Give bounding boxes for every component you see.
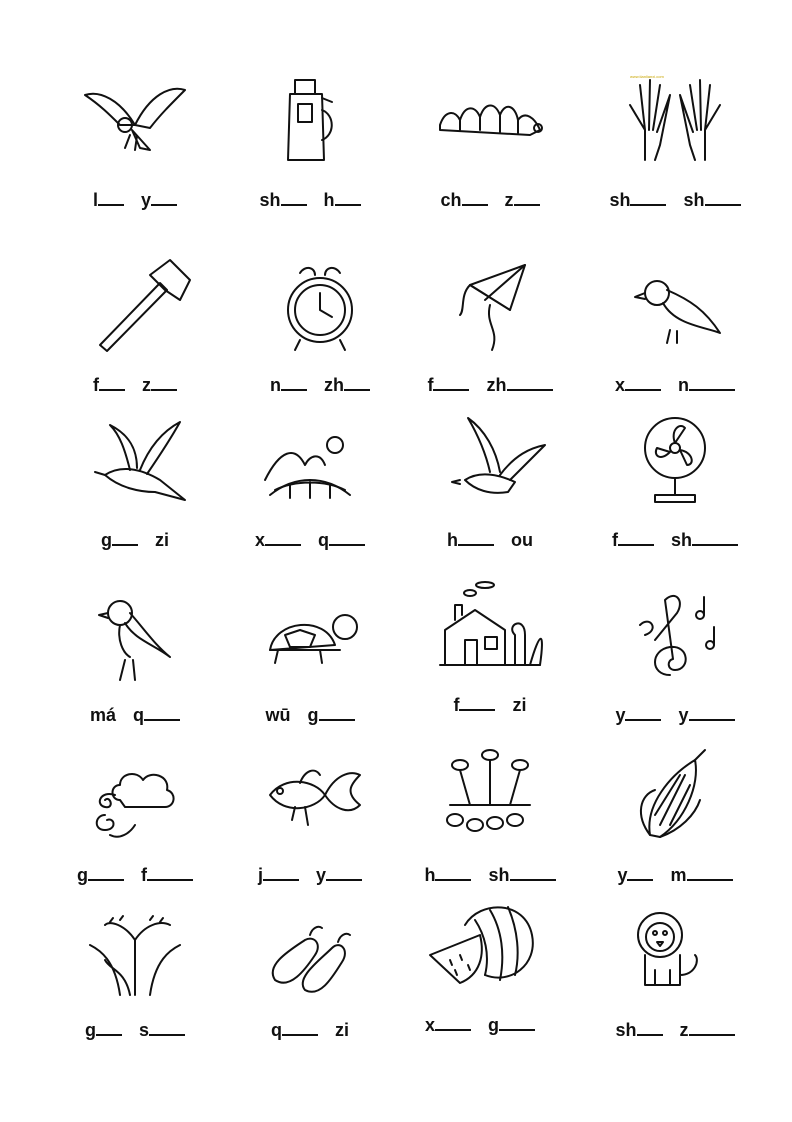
item-watermelon — [385, 885, 575, 1055]
label-text: y — [316, 865, 327, 885]
label-text: f — [141, 865, 147, 885]
pinyin-label — [580, 1018, 770, 1041]
label-text: f — [92, 375, 99, 395]
turtle-icon — [215, 575, 405, 695]
caterpillar-icon — [395, 60, 585, 180]
label-text: y — [678, 705, 689, 725]
pinyin-segment — [487, 373, 553, 396]
pinyin-label — [395, 863, 585, 886]
pinyin-segment — [318, 528, 365, 551]
pinyin-segment — [671, 528, 738, 551]
watermark-text: www.tianlianxi.com — [630, 74, 664, 79]
pinyin-segment — [609, 188, 666, 211]
item-electric-fan — [580, 400, 770, 570]
answer-blank — [281, 373, 307, 391]
peanut-plant-icon — [395, 735, 585, 855]
label-text: q — [318, 530, 330, 550]
pinyin-segment — [93, 188, 124, 211]
label-text: n — [678, 375, 690, 395]
corn-icon — [580, 735, 770, 855]
label-text: sh — [615, 1020, 637, 1040]
pinyin-label — [580, 373, 770, 396]
answer-blank — [627, 863, 653, 881]
item-bridge — [215, 400, 405, 570]
answer-blank — [344, 373, 370, 391]
answer-blank — [630, 188, 666, 206]
pinyin-segment — [265, 705, 290, 726]
answer-blank — [151, 188, 177, 206]
answer-blank — [459, 693, 495, 711]
pinyin-label — [40, 1018, 230, 1041]
answer-blank — [265, 528, 301, 546]
label-text: g — [488, 1015, 500, 1035]
pinyin-segment — [679, 703, 735, 726]
label-text: x — [424, 1015, 435, 1035]
pinyin-segment — [680, 1018, 735, 1041]
item-caterpillar — [395, 60, 585, 230]
pinyin-segment — [488, 1013, 535, 1036]
answer-blank — [149, 1018, 185, 1036]
answer-blank — [499, 1013, 535, 1031]
pinyin-segment — [270, 373, 307, 396]
answer-blank — [281, 188, 307, 206]
label-text: g — [100, 530, 112, 550]
label-text: j — [257, 865, 263, 885]
item-corn — [580, 735, 770, 905]
pinyin-label — [215, 703, 405, 726]
answer-blank — [263, 863, 299, 881]
pinyin-label — [385, 1013, 575, 1036]
seagull-icon — [395, 400, 585, 520]
dove-icon — [40, 400, 230, 520]
label-text: zi — [335, 1020, 350, 1040]
pinyin-label — [215, 1018, 405, 1041]
pinyin-segment — [308, 703, 355, 726]
eagle-icon — [40, 60, 230, 180]
wind-cloud-icon — [40, 735, 230, 855]
answer-blank — [705, 188, 741, 206]
pinyin-segment — [671, 863, 733, 886]
music-note-icon — [580, 575, 770, 695]
label-text: x — [614, 375, 625, 395]
pinyin-segment — [615, 703, 661, 726]
pinyin-label — [40, 373, 230, 396]
watermelon-icon — [385, 885, 575, 1005]
label-text: sh — [671, 530, 693, 550]
pinyin-segment — [90, 705, 116, 726]
pinyin-label — [395, 693, 585, 716]
label-text: g — [76, 865, 88, 885]
pinyin-segment — [258, 863, 299, 886]
label-text: má — [89, 705, 116, 725]
label-text: ou — [511, 530, 533, 550]
pinyin-segment — [424, 863, 471, 886]
finch-icon — [40, 575, 230, 695]
item-music — [580, 575, 770, 745]
pinyin-segment — [101, 528, 138, 551]
pinyin-segment — [316, 863, 362, 886]
item-hands — [580, 60, 770, 230]
goldfish-icon — [215, 735, 405, 855]
sparrow-icon — [580, 245, 770, 365]
thermos-icon — [215, 60, 405, 180]
pinyin-segment — [335, 1020, 349, 1041]
pinyin-segment — [259, 188, 306, 211]
label-text: y — [617, 865, 628, 885]
item-peanut — [395, 735, 585, 905]
answer-blank — [435, 1013, 471, 1031]
hands-icon — [580, 60, 770, 180]
answer-blank — [329, 528, 365, 546]
label-text: h — [323, 190, 335, 210]
item-axe — [40, 245, 230, 415]
pinyin-segment — [324, 188, 361, 211]
label-text: sh — [683, 190, 705, 210]
item-turtle — [215, 575, 405, 745]
pinyin-label — [40, 703, 230, 726]
pinyin-segment — [678, 373, 735, 396]
label-text: z — [504, 190, 514, 210]
pinyin-segment — [425, 1013, 471, 1036]
eggplant-icon — [215, 890, 405, 1010]
answer-blank — [147, 863, 193, 881]
label-text: y — [141, 190, 152, 210]
pinyin-label — [215, 528, 405, 551]
answer-blank — [625, 703, 661, 721]
pinyin-segment — [615, 1018, 662, 1041]
answer-blank — [689, 1018, 735, 1036]
pinyin-label — [580, 188, 770, 211]
fan-icon — [580, 400, 770, 520]
answer-blank — [692, 528, 738, 546]
pinyin-label — [395, 188, 585, 211]
item-goldfish — [215, 735, 405, 905]
axe-icon — [40, 245, 230, 365]
item-lion — [580, 890, 770, 1060]
pinyin-segment — [271, 1018, 318, 1041]
label-text: wū — [265, 705, 291, 725]
label-text: h — [424, 865, 436, 885]
label-text: x — [254, 530, 265, 550]
pinyin-label — [395, 373, 585, 396]
pinyin-segment — [133, 703, 180, 726]
kite-icon — [395, 245, 585, 365]
answer-blank — [88, 863, 124, 881]
pinyin-segment — [513, 695, 527, 716]
pinyin-label — [40, 863, 230, 886]
label-text: g — [307, 705, 319, 725]
pinyin-segment — [141, 863, 193, 886]
label-text: zi — [155, 530, 170, 550]
answer-blank — [458, 528, 494, 546]
pinyin-segment — [511, 530, 533, 551]
pinyin-segment — [139, 1018, 185, 1041]
pinyin-segment — [617, 863, 653, 886]
item-eagle — [40, 60, 230, 230]
label-text: sh — [609, 190, 631, 210]
answer-blank — [99, 373, 125, 391]
answer-blank — [462, 188, 488, 206]
alarm-clock-icon — [225, 245, 415, 365]
answer-blank — [326, 863, 362, 881]
answer-blank — [689, 373, 735, 391]
item-wind — [40, 735, 230, 905]
label-text: q — [133, 705, 145, 725]
pinyin-segment — [447, 528, 494, 551]
pinyin-label — [215, 188, 405, 211]
answer-blank — [687, 863, 733, 881]
label-text: ch — [440, 190, 462, 210]
pinyin-segment — [612, 528, 654, 551]
answer-blank — [98, 188, 124, 206]
item-eggplant — [215, 890, 405, 1060]
answer-blank — [637, 1018, 663, 1036]
pinyin-segment — [77, 863, 124, 886]
pinyin-segment — [505, 188, 540, 211]
pinyin-label — [580, 863, 770, 886]
pinyin-label — [225, 373, 415, 396]
label-text: zi — [512, 695, 527, 715]
answer-blank — [144, 703, 180, 721]
answer-blank — [514, 188, 540, 206]
answer-blank — [282, 1018, 318, 1036]
pinyin-label — [40, 188, 230, 211]
label-text: z — [679, 1020, 689, 1040]
answer-blank — [319, 703, 355, 721]
pinyin-segment — [684, 188, 741, 211]
label-text: s — [139, 1020, 150, 1040]
answer-blank — [510, 863, 556, 881]
answer-blank — [435, 863, 471, 881]
bridge-icon — [215, 400, 405, 520]
pinyin-segment — [85, 1018, 122, 1041]
item-thermos — [215, 60, 405, 230]
pinyin-segment — [141, 188, 177, 211]
pinyin-label — [215, 863, 405, 886]
label-text: h — [446, 530, 458, 550]
pinyin-label — [580, 703, 770, 726]
item-rice — [40, 890, 230, 1060]
lion-icon — [580, 890, 770, 1010]
item-dove — [40, 400, 230, 570]
label-text: f — [427, 375, 434, 395]
answer-blank — [335, 188, 361, 206]
label-text: zh — [324, 375, 344, 395]
answer-blank — [96, 1018, 122, 1036]
pinyin-segment — [440, 188, 487, 211]
label-text: n — [269, 375, 281, 395]
answer-blank — [433, 373, 469, 391]
label-text: sh — [259, 190, 281, 210]
pinyin-segment — [93, 373, 125, 396]
pinyin-label — [395, 528, 585, 551]
answer-blank — [689, 703, 735, 721]
pinyin-label — [40, 528, 230, 551]
item-sparrow — [580, 245, 770, 415]
label-text: z — [142, 375, 151, 395]
label-text: g — [84, 1020, 96, 1040]
item-kite — [395, 245, 585, 415]
pinyin-segment — [142, 373, 177, 396]
pinyin-segment — [453, 693, 495, 716]
item-seagull — [395, 400, 585, 570]
answer-blank — [507, 373, 553, 391]
item-alarm-clock — [225, 245, 415, 415]
label-text: q — [270, 1020, 282, 1040]
pinyin-segment — [155, 530, 169, 551]
pinyin-segment — [324, 373, 370, 396]
pinyin-segment — [615, 373, 661, 396]
label-text: l — [92, 190, 98, 210]
answer-blank — [618, 528, 654, 546]
item-finch — [40, 575, 230, 745]
label-text: y — [615, 705, 626, 725]
rice-plant-icon — [40, 890, 230, 1010]
pinyin-segment — [427, 373, 469, 396]
pinyin-label — [580, 528, 770, 551]
label-text: f — [453, 695, 460, 715]
house-icon — [395, 565, 585, 685]
label-text: m — [670, 865, 687, 885]
label-text: f — [611, 530, 618, 550]
label-text: zh — [486, 375, 507, 395]
pinyin-segment — [255, 528, 301, 551]
answer-blank — [112, 528, 138, 546]
answer-blank — [625, 373, 661, 391]
pinyin-segment — [489, 863, 556, 886]
answer-blank — [151, 373, 177, 391]
label-text: sh — [488, 865, 510, 885]
item-house — [395, 565, 585, 735]
